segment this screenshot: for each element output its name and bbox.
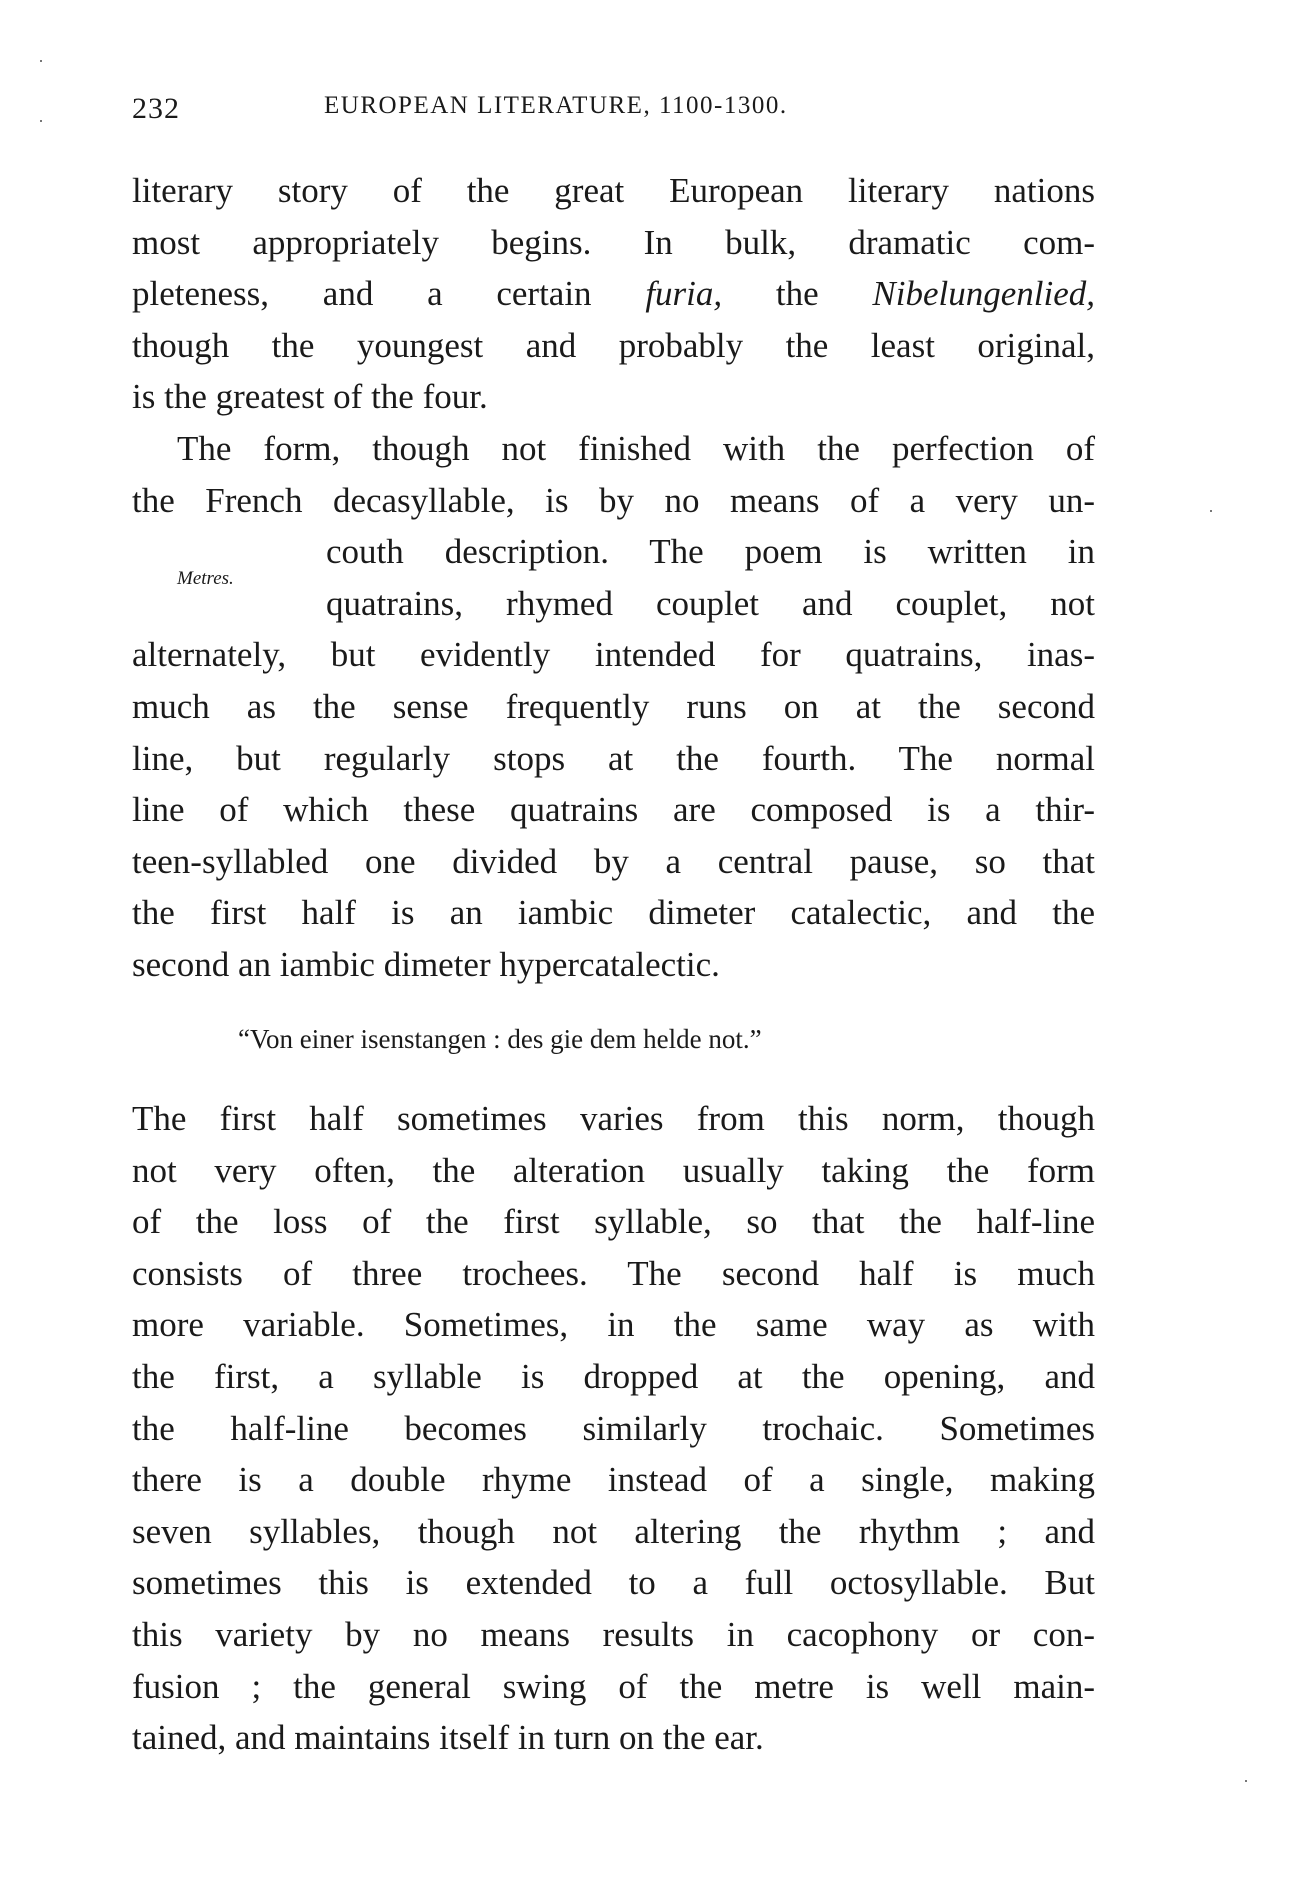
text-segment: tained, and maintains itself in turn on the ear. <box>132 1718 764 1758</box>
text-segment: not very often, the alteration usually taking the form <box>132 1150 1095 1190</box>
text-segment: alternately, but evidently intended for quatrains, inas- <box>132 635 1095 675</box>
text-line <box>132 1145 1095 1197</box>
body-text-top <box>132 165 1095 991</box>
text-segment: The form, though not finished with the perfection of <box>177 428 1095 468</box>
text-line <box>132 784 1095 836</box>
text-line <box>132 1557 1095 1609</box>
text-segment: is the greatest of the four. <box>132 377 488 417</box>
text-line <box>132 1712 1095 1764</box>
text-line <box>132 475 1095 527</box>
text-line <box>132 1403 1095 1455</box>
text-segment: teen-syllabled one divided by a central pause, so that <box>132 841 1095 881</box>
text-line <box>132 887 1095 939</box>
text-line <box>132 217 1095 269</box>
text-line <box>132 1248 1095 1300</box>
text-line <box>132 1196 1095 1248</box>
text-segment: line, but regularly stops at the fourth. The normal <box>132 738 1095 778</box>
text-line <box>132 1609 1095 1661</box>
text-line <box>132 320 1095 372</box>
text-segment: most appropriately begins. In bulk, dramatic com- <box>132 222 1095 262</box>
text-line <box>132 1454 1095 1506</box>
text-line <box>132 1093 1095 1145</box>
text-line <box>132 423 1095 475</box>
text-segment: the <box>722 274 873 314</box>
text-segment: pleteness, and a certain <box>132 274 646 314</box>
page-number: 232 <box>132 92 180 125</box>
text-line <box>132 836 1095 888</box>
text-segment: more variable. Sometimes, in the same way as with <box>132 1305 1095 1345</box>
text-segment: quatrains, rhymed couplet and couplet, not <box>326 583 1095 623</box>
italic-text: furia, <box>645 274 723 314</box>
text-segment: consists of three trochees. The second half is much <box>132 1253 1095 1293</box>
text-line <box>132 578 1095 630</box>
text-line <box>132 1661 1095 1713</box>
text-line <box>132 733 1095 785</box>
text-line <box>132 1351 1095 1403</box>
margin-note: Metres. <box>177 568 234 589</box>
text-line <box>132 681 1095 733</box>
scan-speck <box>40 60 42 62</box>
text-segment: literary story of the great European literary nations <box>132 171 1095 210</box>
text-segment: this variety by no means results in cacophony or con- <box>132 1614 1095 1654</box>
verse-quotation: “Von einer isenstangen : des gie dem helde not.” <box>238 1024 762 1054</box>
text-line <box>132 939 1095 991</box>
text-segment: fusion ; the general swing of the metre is well main- <box>132 1666 1095 1706</box>
page-header <box>132 92 1095 132</box>
text-segment: much as the sense frequently runs on at the second <box>132 686 1095 726</box>
italic-text: Nibelungenlied, <box>872 274 1095 314</box>
text-segment: couth description. The poem is written in <box>326 532 1095 572</box>
text-line <box>132 1299 1095 1351</box>
text-segment: line of which these quatrains are composed is a thir- <box>132 790 1095 830</box>
text-segment: sometimes this is extended to a full octosyllable. But <box>132 1563 1095 1603</box>
scan-speck <box>1245 1780 1247 1782</box>
text-segment: of the loss of the first syllable, so that the half-line <box>132 1202 1095 1242</box>
body-text-bottom <box>132 1093 1095 1764</box>
text-segment: second an iambic dimeter hypercatalectic. <box>132 944 720 984</box>
text-line <box>132 165 1095 217</box>
text-line <box>132 1506 1095 1558</box>
text-line <box>132 268 1095 320</box>
text-line <box>132 526 1095 578</box>
text-segment: though the youngest and probably the least original, <box>132 325 1095 365</box>
text-segment: The first half sometimes varies from this norm, though <box>132 1099 1095 1138</box>
running-title: EUROPEAN LITERATURE, 1100-1300. <box>324 92 788 119</box>
scan-speck <box>1210 510 1212 512</box>
text-segment: there is a double rhyme instead of a single, making <box>132 1460 1095 1500</box>
scan-speck <box>40 120 42 122</box>
text-line <box>132 371 1095 423</box>
text-segment: seven syllables, though not altering the rhythm ; and <box>132 1511 1095 1551</box>
text-line <box>132 629 1095 681</box>
text-segment: the first half is an iambic dimeter catalectic, and the <box>132 893 1095 933</box>
text-segment: the first, a syllable is dropped at the opening, and <box>132 1356 1095 1396</box>
text-segment: the French decasyllable, is by no means of a very un- <box>132 480 1095 520</box>
text-segment: the half-line becomes similarly trochaic. Sometimes <box>132 1408 1095 1448</box>
